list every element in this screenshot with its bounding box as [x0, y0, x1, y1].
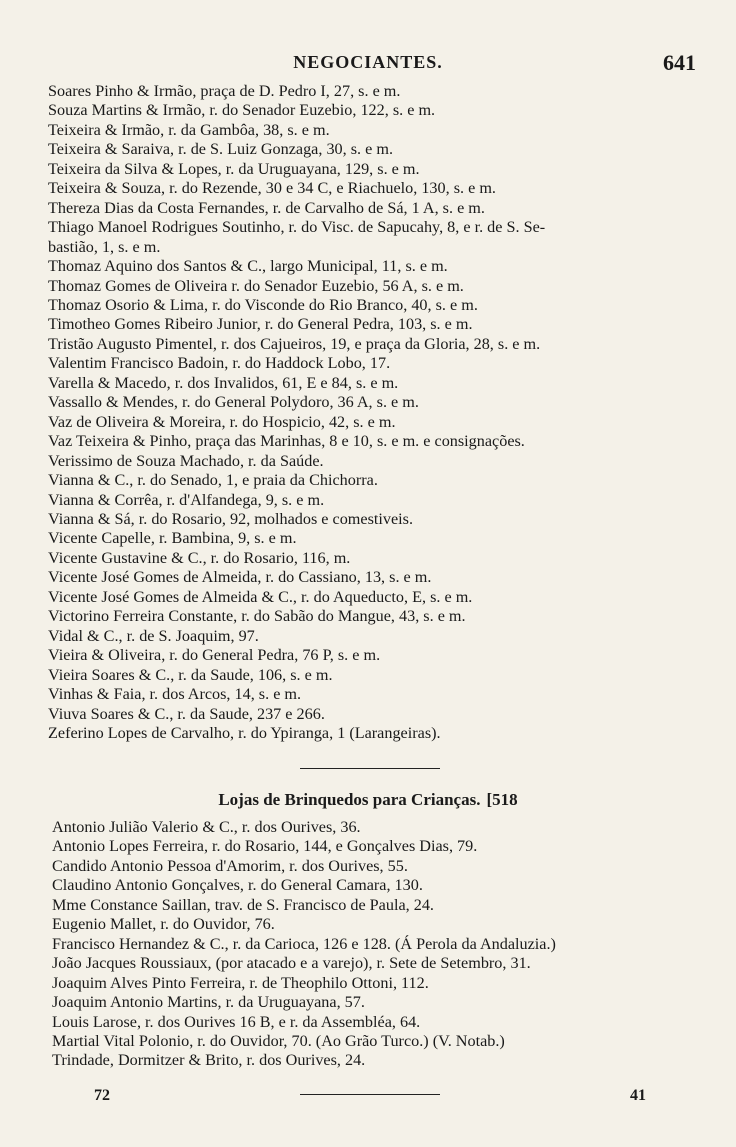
toy-shop-list [52, 818, 702, 1071]
list-item: Varella & Macedo, r. dos Invalidos, 61, E e 84, s. e m. [48, 373, 399, 392]
page-number: 641 [663, 50, 696, 75]
page-title: NEGOCIANTES. [293, 52, 443, 72]
list-item: Vicente José Gomes de Almeida, r. do Cassiano, 13, s. e m. [48, 568, 432, 587]
list-item: Vicente Capelle, r. Bambina, 9, s. e m. [48, 529, 297, 548]
list-item: Vicente Gustavine & C., r. do Rosario, 116, m. [48, 548, 351, 567]
list-item: Timotheo Gomes Ribeiro Junior, r. do General Pedra, 103, s. e m. [48, 315, 473, 334]
list-item: Vieira & Oliveira, r. do General Pedra, 76 P, s. e m. [48, 646, 381, 665]
list-item: Francisco Hernandez & C., r. da Carioca, 126 e 128. (Á Perola da Andaluzia.) [52, 934, 556, 953]
footer-rule [300, 1094, 440, 1095]
list-item: Eugenio Mallet, r. do Ouvidor, 76. [52, 915, 275, 934]
list-item: Vinhas & Faia, r. dos Arcos, 14, s. e m. [48, 685, 302, 704]
list-item: Antonio Lopes Ferreira, r. do Rosario, 144, e Gonçalves Dias, 79. [52, 837, 478, 856]
section-heading [0, 790, 736, 810]
merchant-list [48, 82, 698, 743]
list-item: Viuva Soares & C., r. da Saude, 237 e 266. [48, 704, 325, 723]
list-item: Martial Vital Polonio, r. do Ouvidor, 70. (Ao Grão Turco.) (V. Notab.) [52, 1031, 505, 1050]
section-heading-text: Lojas de Brinquedos para Crianças. [218, 790, 481, 809]
page-header [0, 48, 736, 78]
footer-sheet-number: 41 [630, 1087, 646, 1104]
list-item: Trindade, Dormitzer & Brito, r. dos Ourives, 24. [52, 1051, 366, 1070]
list-item: Vassallo & Mendes, r. do General Polydoro, 36 A, s. e m. [48, 393, 419, 412]
list-item: Louis Larose, r. dos Ourives 16 B, e r. da Assembléa, 64. [52, 1012, 421, 1031]
list-item: Zeferino Lopes de Carvalho, r. do Ypiranga, 1 (Larangeiras). [48, 723, 441, 742]
list-item: Teixeira da Silva & Lopes, r. da Uruguayana, 129, s. e m. [48, 159, 420, 178]
list-item: Souza Martins & Irmão, r. do Senador Euzebio, 122, s. e m. [48, 101, 436, 120]
list-item: Victorino Ferreira Constante, r. do Sabão do Mangue, 43, s. e m. [48, 607, 466, 626]
list-item: Teixeira & Souza, r. do Rezende, 30 e 34 C, e Riachuelo, 130, s. e m. [48, 179, 496, 198]
list-item: Teixeira & Irmão, r. da Gambôa, 38, s. e m. [48, 120, 330, 139]
list-item: Joaquim Alves Pinto Ferreira, r. de Theophilo Ottoni, 112. [52, 973, 429, 992]
list-item: Claudino Antonio Gonçalves, r. do General Camara, 130. [52, 876, 423, 895]
list-item: Tristão Augusto Pimentel, r. dos Cajueiros, 19, e praça da Gloria, 28, s. e m. [48, 334, 541, 353]
list-item: bastião, 1, s. e m. [48, 237, 161, 256]
list-item: Joaquim Antonio Martins, r. da Uruguayana, 57. [52, 993, 365, 1012]
list-item: Soares Pinho & Irmão, praça de D. Pedro I, 27, s. e m. [48, 82, 401, 100]
list-item: Thomaz Aquino dos Santos & C., largo Municipal, 11, s. e m. [48, 257, 448, 276]
section-divider [300, 768, 440, 769]
list-item: Vaz de Oliveira & Moreira, r. do Hospicio, 42, s. e m. [48, 412, 396, 431]
list-item: Teixeira & Saraiva, r. de S. Luiz Gonzaga, 30, s. e m. [48, 140, 393, 159]
list-item: Mme Constance Saillan, trav. de S. Francisco de Paula, 24. [52, 895, 434, 914]
list-item: Thereza Dias da Costa Fernandes, r. de Carvalho de Sá, 1 A, s. e m. [48, 198, 485, 217]
list-item: Valentim Francisco Badoin, r. do Haddock Lobo, 17. [48, 354, 391, 373]
list-item: Vaz Teixeira & Pinho, praça das Marinhas, 8 e 10, s. e m. e consignações. [48, 432, 525, 451]
list-item: Thiago Manoel Rodrigues Soutinho, r. do Visc. de Sapucahy, 8, e r. de S. Se- [48, 218, 546, 237]
list-item: Thomaz Osorio & Lima, r. do Visconde do Rio Branco, 40, s. e m. [48, 295, 478, 314]
list-item: Vianna & Corrêa, r. d'Alfandega, 9, s. e m. [48, 490, 325, 509]
list-item: Vianna & Sá, r. do Rosario, 92, molhados e comestiveis. [48, 509, 413, 528]
list-item: Candido Antonio Pessoa d'Amorim, r. dos Ourives, 55. [52, 856, 408, 875]
list-item: Verissimo de Souza Machado, r. da Saúde. [48, 451, 324, 470]
list-item: João Jacques Roussiaux, (por atacado e a varejo), r. Sete de Setembro, 31. [52, 954, 531, 973]
list-item: Vieira Soares & C., r. da Saude, 106, s. e m. [48, 665, 333, 684]
list-item: Vianna & C., r. do Senado, 1, e praia da Chichorra. [48, 471, 378, 490]
list-item: Antonio Julião Valerio & C., r. dos Ourives, 36. [52, 818, 361, 836]
footer-signature: 72 [94, 1087, 110, 1104]
list-item: Vidal & C., r. de S. Joaquim, 97. [48, 626, 259, 645]
list-item: Vicente José Gomes de Almeida & C., r. do Aqueducto, E, s. e m. [48, 587, 473, 606]
section-ref: [518 [486, 790, 518, 809]
list-item: Thomaz Gomes de Oliveira r. do Senador Euzebio, 56 A, s. e m. [48, 276, 464, 295]
